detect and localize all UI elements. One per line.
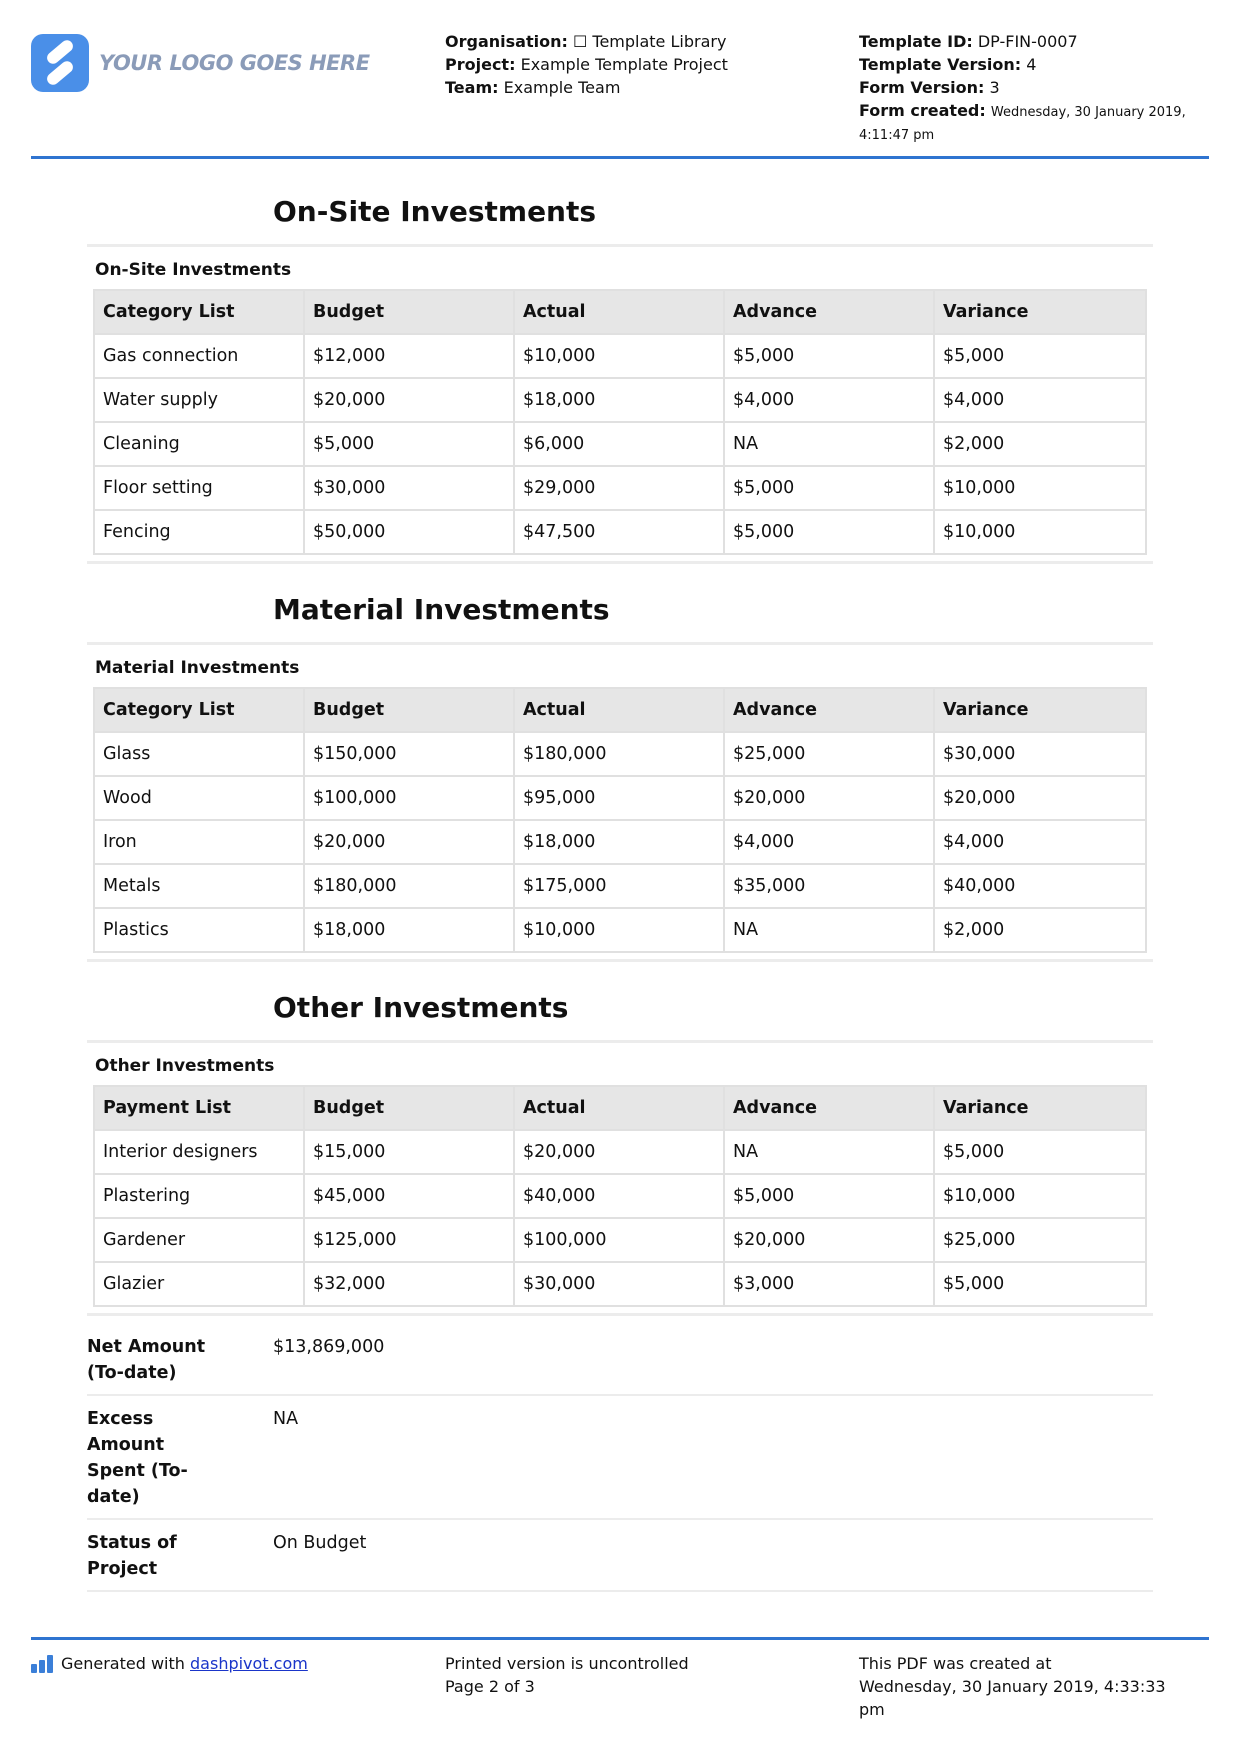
table-cell: $20,000	[725, 777, 933, 819]
table-cell: Gardener	[95, 1219, 303, 1261]
dashpivot-link[interactable]: dashpivot.com	[190, 1654, 308, 1673]
label-line: date)	[87, 1487, 140, 1507]
table-cell: Iron	[95, 821, 303, 863]
header-divider	[31, 156, 1209, 159]
table-row	[95, 1219, 1145, 1261]
form-version-label: Form Version:	[859, 78, 985, 97]
table-cell: $2,000	[935, 423, 1145, 465]
column-header: Variance	[935, 291, 1145, 333]
table-row	[95, 335, 1145, 377]
table-cell: $50,000	[305, 511, 513, 553]
table-row	[95, 909, 1145, 951]
column-header: Budget	[305, 689, 513, 731]
label-line: Status of	[87, 1533, 177, 1553]
label-line: Spent (To-	[87, 1461, 188, 1481]
table-cell: Glazier	[95, 1263, 303, 1305]
net-amount-value: $13,869,000	[273, 1337, 385, 1357]
table-cell: $95,000	[515, 777, 723, 819]
printed-notice: Printed version is uncontrolled	[445, 1654, 689, 1673]
table-cell: $4,000	[935, 379, 1145, 421]
label-line: Net Amount	[87, 1337, 206, 1357]
column-header: Variance	[935, 1087, 1145, 1129]
logo-icon	[31, 34, 89, 92]
table-cell: NA	[725, 423, 933, 465]
section-divider	[87, 561, 1153, 564]
table-cell: $5,000	[935, 1131, 1145, 1173]
table-cell: $150,000	[305, 733, 513, 775]
table-row	[95, 467, 1145, 509]
page-number: Page 2 of 3	[445, 1677, 535, 1696]
table-cell: $35,000	[725, 865, 933, 907]
table-cell: $10,000	[935, 467, 1145, 509]
column-header: Payment List	[95, 1087, 303, 1129]
table-cell: $2,000	[935, 909, 1145, 951]
label-line: Excess	[87, 1409, 154, 1429]
table-cell: $40,000	[935, 865, 1145, 907]
table-cell: Plastering	[95, 1175, 303, 1217]
table-cell: $30,000	[305, 467, 513, 509]
table-label: Material Investments	[95, 658, 300, 678]
footer-generated	[31, 1652, 308, 1675]
form-created-value: Wednesday, 30 January 2019,	[990, 105, 1186, 120]
footer-print-info	[445, 1652, 689, 1698]
team-value: Example Team	[503, 78, 621, 97]
label-line: (To-date)	[87, 1363, 177, 1383]
table-cell: $3,000	[725, 1263, 933, 1305]
section-material	[87, 578, 1153, 962]
project-label: Project:	[445, 55, 516, 74]
organisation-value: ☐ Template Library	[572, 32, 727, 51]
table-row	[95, 1175, 1145, 1217]
table-cell: $30,000	[935, 733, 1145, 775]
table-cell: $180,000	[515, 733, 723, 775]
section-divider	[87, 959, 1153, 962]
table-cell: Fencing	[95, 511, 303, 553]
footer-divider	[31, 1637, 1209, 1640]
table-row	[95, 777, 1145, 819]
material-table	[93, 687, 1147, 953]
table-cell: Gas connection	[95, 335, 303, 377]
table-cell: Glass	[95, 733, 303, 775]
table-cell: $20,000	[305, 379, 513, 421]
column-header: Actual	[515, 291, 723, 333]
table-label: On-Site Investments	[95, 260, 292, 280]
table-cell: $4,000	[725, 821, 933, 863]
status-value: On Budget	[273, 1533, 367, 1553]
label-line: Project	[87, 1559, 158, 1579]
generated-prefix: Generated with	[61, 1654, 185, 1673]
table-cell: $10,000	[515, 909, 723, 951]
table-cell: $25,000	[935, 1219, 1145, 1261]
pdf-created-line: This PDF was created at	[859, 1654, 1052, 1673]
table-row	[95, 865, 1145, 907]
column-header: Advance	[725, 291, 933, 333]
table-cell: NA	[725, 1131, 933, 1173]
on-site-table	[93, 289, 1147, 555]
column-header: Budget	[305, 291, 513, 333]
table-cell: $5,000	[725, 467, 933, 509]
table-cell: $20,000	[305, 821, 513, 863]
section-title: On-Site Investments	[273, 195, 597, 228]
section-on-site	[87, 180, 1153, 564]
pdf-created-date: Wednesday, 30 January 2019, 4:33:33	[859, 1677, 1166, 1696]
form-created-label: Form created:	[859, 101, 986, 120]
column-header: Actual	[515, 689, 723, 731]
table-label: Other Investments	[95, 1056, 275, 1076]
form-created-time: 4:11:47 pm	[859, 128, 935, 143]
table-cell: Cleaning	[95, 423, 303, 465]
pdf-created-time: pm	[859, 1700, 885, 1719]
column-header: Category List	[95, 291, 303, 333]
header-meta-right	[859, 30, 1219, 147]
table-cell: $18,000	[305, 909, 513, 951]
net-amount-label	[87, 1334, 273, 1386]
table-cell: $18,000	[515, 821, 723, 863]
net-amount-row	[87, 1324, 1153, 1396]
table-cell: $45,000	[305, 1175, 513, 1217]
label-line: Amount	[87, 1435, 165, 1455]
page-header	[31, 28, 1209, 158]
table-cell: Water supply	[95, 379, 303, 421]
table-row	[95, 511, 1145, 553]
table-cell: $15,000	[305, 1131, 513, 1173]
excess-amount-value: NA	[273, 1409, 299, 1429]
template-version-value: 4	[1026, 55, 1037, 74]
template-id-label: Template ID:	[859, 32, 973, 51]
template-version-label: Template Version:	[859, 55, 1022, 74]
excess-amount-label	[87, 1406, 273, 1510]
form-version-value: 3	[989, 78, 1000, 97]
table-cell: Plastics	[95, 909, 303, 951]
logo-text: YOUR LOGO GOES HERE	[99, 51, 370, 75]
logo	[31, 34, 370, 92]
table-cell: $47,500	[515, 511, 723, 553]
table-cell: $5,000	[935, 335, 1145, 377]
table-cell: $4,000	[725, 379, 933, 421]
other-table	[93, 1085, 1147, 1307]
table-cell: $5,000	[935, 1263, 1145, 1305]
table-cell: $10,000	[935, 511, 1145, 553]
table-cell: $180,000	[305, 865, 513, 907]
excess-amount-row	[87, 1396, 1153, 1520]
summary-block	[87, 1324, 1153, 1592]
team-label: Team:	[445, 78, 499, 97]
table-cell: $20,000	[935, 777, 1145, 819]
table-cell: $4,000	[935, 821, 1145, 863]
table-cell: $18,000	[515, 379, 723, 421]
column-header: Budget	[305, 1087, 513, 1129]
table-cell: $5,000	[725, 335, 933, 377]
table-row	[95, 423, 1145, 465]
table-cell: $25,000	[725, 733, 933, 775]
section-title: Material Investments	[273, 593, 610, 626]
table-row	[95, 1263, 1145, 1305]
table-cell: $6,000	[515, 423, 723, 465]
table-cell: NA	[725, 909, 933, 951]
table-header-row	[95, 1087, 1145, 1129]
template-id-value: DP-FIN-0007	[977, 32, 1078, 51]
table-cell: $5,000	[305, 423, 513, 465]
table-header-row	[95, 689, 1145, 731]
table-cell: $32,000	[305, 1263, 513, 1305]
table-header-row	[95, 291, 1145, 333]
column-header: Actual	[515, 1087, 723, 1129]
table-cell: Interior designers	[95, 1131, 303, 1173]
table-cell: $10,000	[515, 335, 723, 377]
column-header: Variance	[935, 689, 1145, 731]
table-cell: $100,000	[305, 777, 513, 819]
column-header: Category List	[95, 689, 303, 731]
status-label	[87, 1530, 273, 1582]
table-row	[95, 821, 1145, 863]
table-row	[95, 379, 1145, 421]
table-cell: $125,000	[305, 1219, 513, 1261]
table-cell: $29,000	[515, 467, 723, 509]
column-header: Advance	[725, 1087, 933, 1129]
table-cell: $100,000	[515, 1219, 723, 1261]
table-row	[95, 1131, 1145, 1173]
organisation-label: Organisation:	[445, 32, 568, 51]
status-row	[87, 1520, 1153, 1592]
bar-chart-icon	[31, 1655, 53, 1673]
table-cell: $12,000	[305, 335, 513, 377]
column-header: Advance	[725, 689, 933, 731]
table-cell: Floor setting	[95, 467, 303, 509]
project-value: Example Template Project	[520, 55, 728, 74]
section-divider	[87, 1313, 1153, 1316]
footer-pdf-info	[859, 1652, 1209, 1721]
header-meta-left	[445, 30, 825, 99]
section-other	[87, 976, 1153, 1316]
table-cell: $5,000	[725, 1175, 933, 1217]
table-cell: $10,000	[935, 1175, 1145, 1217]
table-cell: $5,000	[725, 511, 933, 553]
table-cell: $20,000	[725, 1219, 933, 1261]
table-cell: $30,000	[515, 1263, 723, 1305]
table-cell: Wood	[95, 777, 303, 819]
table-row	[95, 733, 1145, 775]
table-cell: $175,000	[515, 865, 723, 907]
table-cell: Metals	[95, 865, 303, 907]
table-cell: $20,000	[515, 1131, 723, 1173]
section-title: Other Investments	[273, 991, 569, 1024]
table-cell: $40,000	[515, 1175, 723, 1217]
